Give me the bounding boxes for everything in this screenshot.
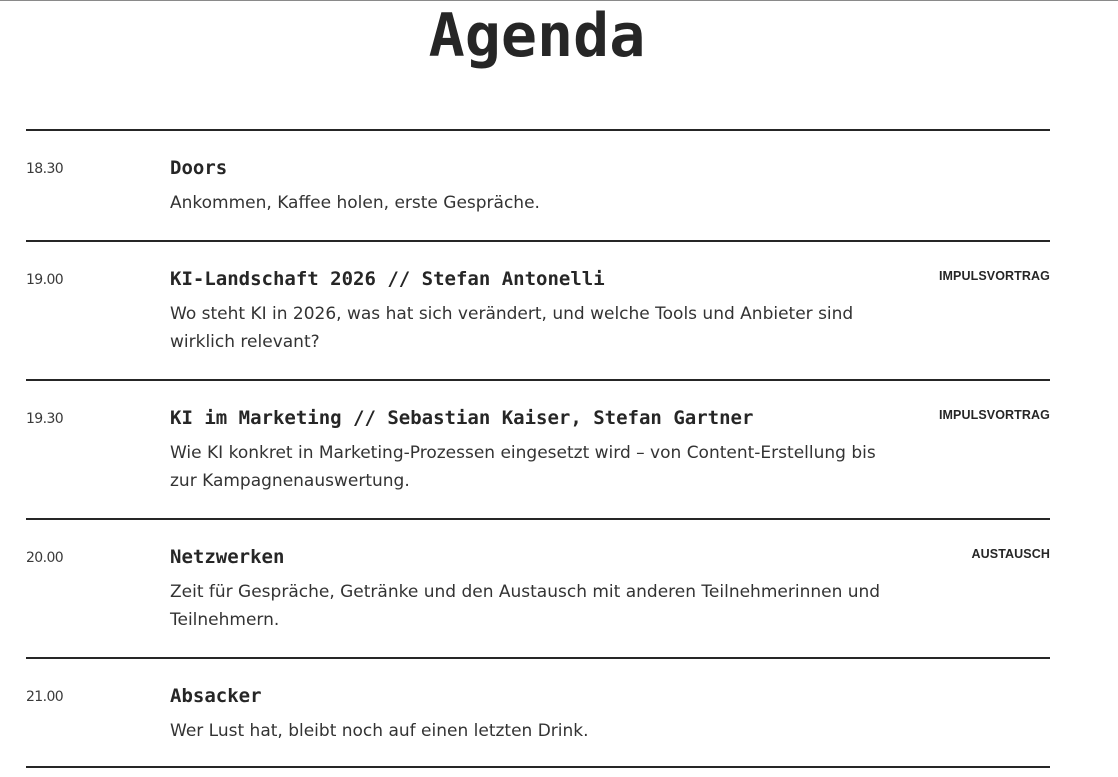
agenda-item-time: 21.00 bbox=[26, 689, 64, 705]
agenda-item-tag: AUSTAUSCH bbox=[971, 547, 1050, 561]
agenda-item-description: Wie KI konkret in Marketing-Prozessen eingesetzt wird – von Content-Erstellung bis zur Kampagnenauswertung. bbox=[170, 443, 876, 491]
agenda-item-title: Absacker bbox=[170, 685, 262, 707]
agenda-item-netzwerken bbox=[26, 518, 1050, 657]
agenda-item-tag: IMPULSVORTRAG bbox=[938, 408, 1050, 422]
agenda-item-tag: IMPULSVORTRAG bbox=[938, 269, 1050, 283]
agenda-item-ki-marketing bbox=[26, 379, 1050, 518]
agenda-item-description: Zeit für Gespräche, Getränke und den Austausch mit anderen Teilnehmerinnen und Teilnehmern. bbox=[170, 582, 881, 630]
agenda-item-time: 20.00 bbox=[26, 550, 64, 566]
agenda-list bbox=[26, 129, 1050, 768]
agenda-item-description: Wo steht KI in 2026, was hat sich verändert, und welche Tools und Anbieter sind wirklich relevant? bbox=[170, 304, 854, 352]
page-title: Agenda bbox=[428, 1, 646, 71]
agenda-item-ki-landschaft bbox=[26, 240, 1050, 379]
agenda-item-time: 19.30 bbox=[26, 411, 64, 427]
agenda-item-title: Netzwerken bbox=[170, 546, 285, 568]
agenda-item-title: KI-Landschaft 2026 // Stefan Antonelli bbox=[170, 268, 605, 290]
agenda-item-time: 19.00 bbox=[26, 272, 64, 288]
agenda-item-time: 18.30 bbox=[26, 161, 64, 177]
agenda-item-title: Doors bbox=[170, 157, 228, 179]
agenda-item-absacker bbox=[26, 657, 1050, 768]
agenda-item-description: Ankommen, Kaffee holen, erste Gespräche. bbox=[170, 193, 540, 213]
agenda-item-description: Wer Lust hat, bleibt noch auf einen letzten Drink. bbox=[170, 721, 589, 741]
agenda-item-title: KI im Marketing // Sebastian Kaiser, Stefan Gartner bbox=[170, 407, 754, 429]
agenda-item-doors bbox=[26, 129, 1050, 240]
